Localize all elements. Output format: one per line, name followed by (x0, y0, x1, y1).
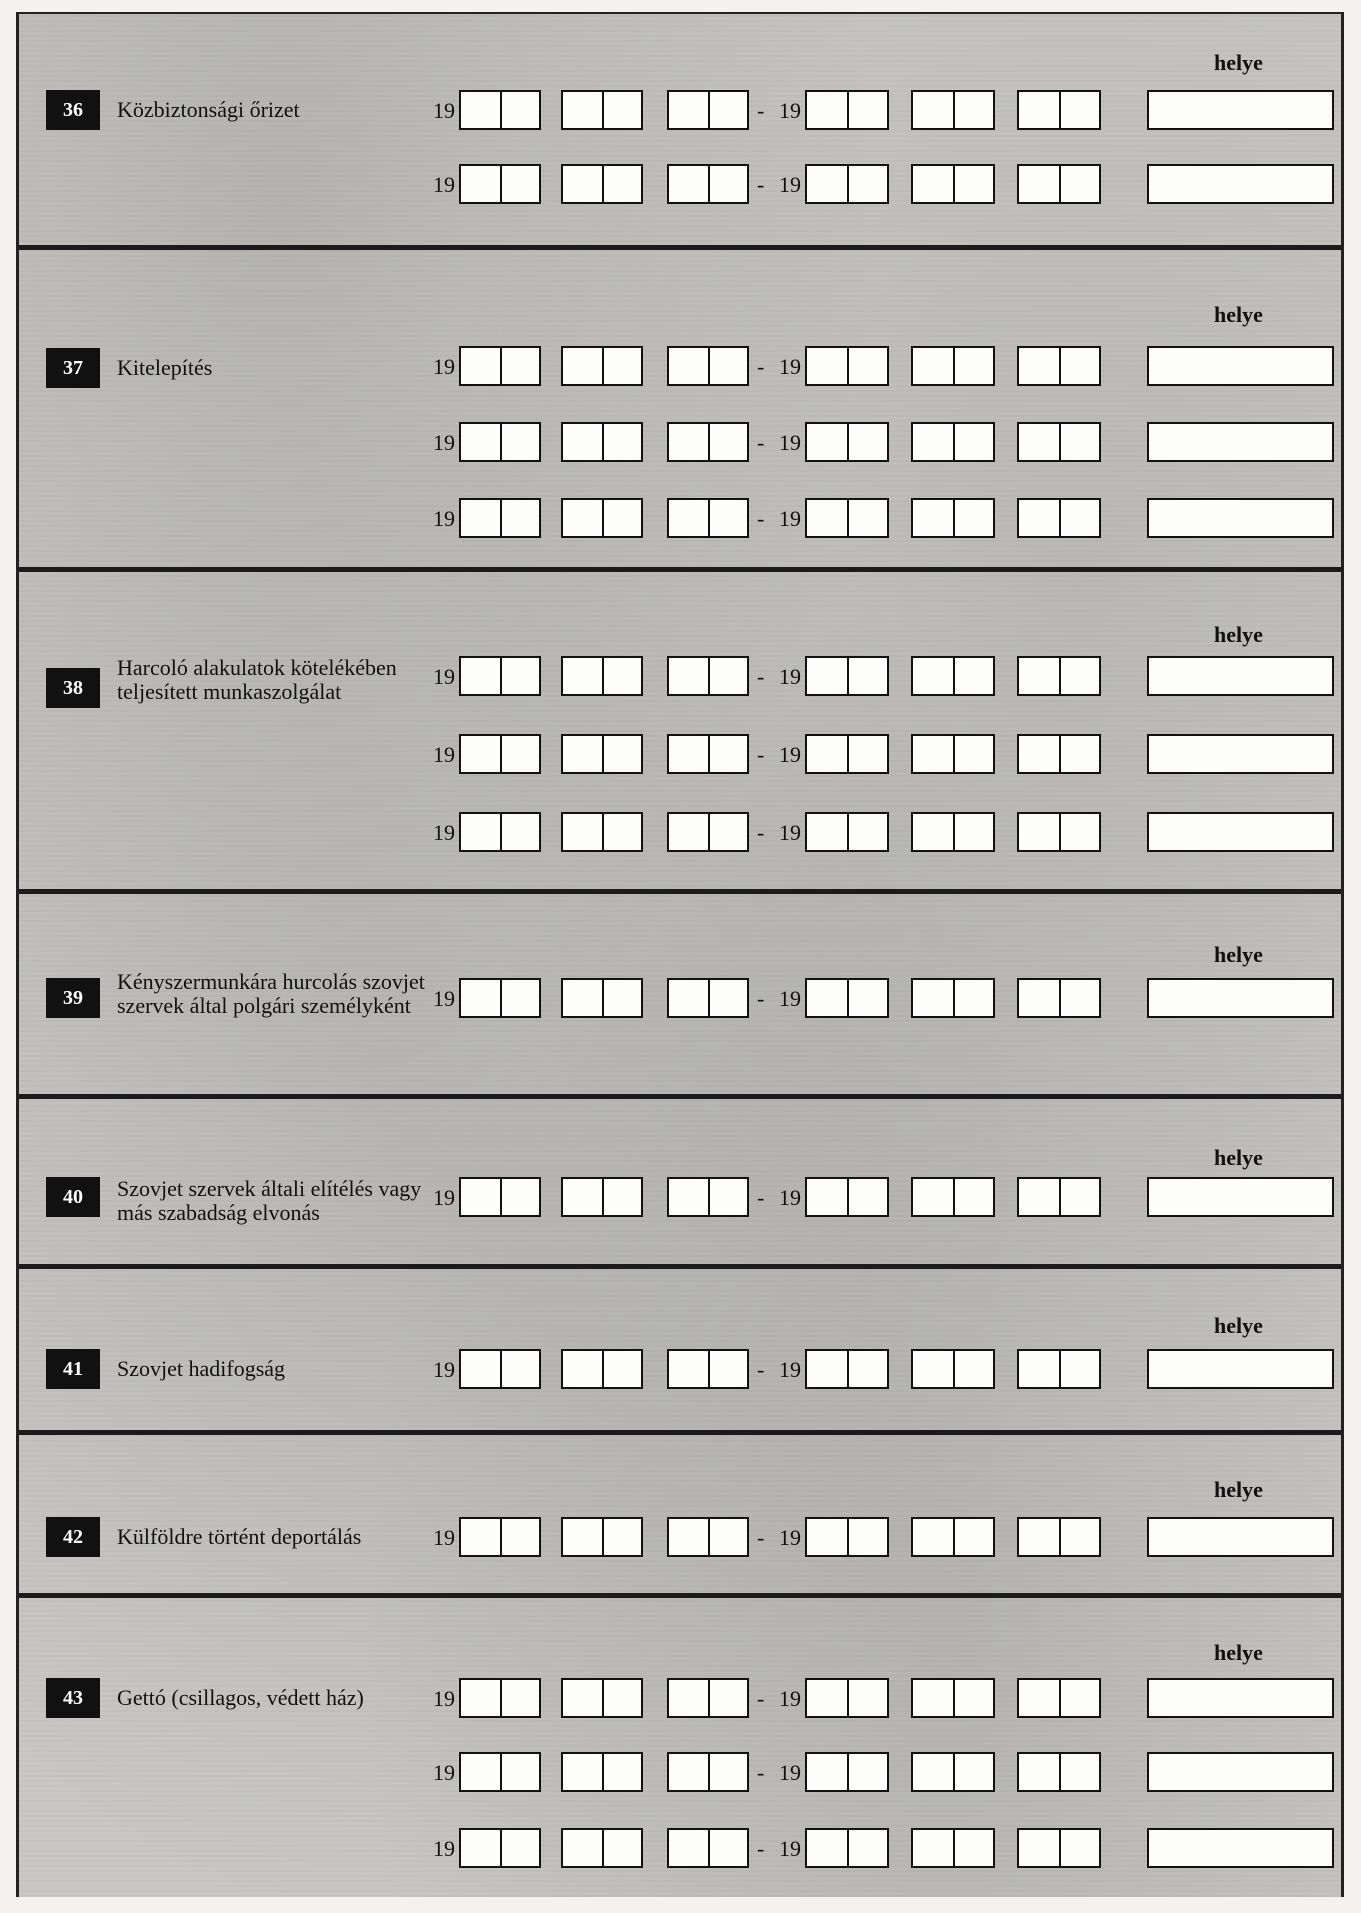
place-input[interactable] (1147, 1828, 1334, 1868)
start-month-digits-box[interactable] (561, 498, 643, 538)
date-range-row (19, 1177, 1341, 1219)
place-label: helye (1214, 1477, 1263, 1502)
start-month-digits-box[interactable] (561, 90, 643, 130)
end-day-digits-box[interactable] (1017, 1177, 1101, 1217)
section-label: Kitelepítés (117, 355, 213, 380)
end-year-prefix: 19 (779, 506, 801, 531)
start-day-digits-box[interactable] (667, 90, 749, 130)
section-label: Szovjet hadifogság (117, 1356, 286, 1381)
start-year-digits-box[interactable] (459, 1828, 541, 1868)
start-month-digits-box[interactable] (561, 1678, 643, 1718)
range-dash: - (757, 1185, 765, 1210)
start-year-digits-box[interactable] (459, 656, 541, 696)
place-label: helye (1214, 622, 1263, 647)
section-number-badge: 40 (46, 1177, 100, 1217)
range-dash: - (757, 98, 765, 123)
date-range-row (19, 1828, 1341, 1870)
range-dash: - (757, 430, 765, 455)
date-range-row (19, 656, 1341, 698)
date-range-row (19, 422, 1341, 464)
start-year-prefix: 19 (433, 430, 455, 455)
start-day-digits-box[interactable] (667, 656, 749, 696)
section-37 (19, 250, 1341, 572)
place-label: helye (1214, 1640, 1263, 1665)
place-input[interactable] (1147, 978, 1334, 1018)
place-input[interactable] (1147, 734, 1334, 774)
place-label: helye (1214, 942, 1263, 967)
start-day-digits-box[interactable] (667, 978, 749, 1018)
start-day-digits-box[interactable] (667, 1678, 749, 1718)
end-day-digits-box[interactable] (1017, 734, 1101, 774)
end-day-digits-box[interactable] (1017, 346, 1101, 386)
end-month-digits-box[interactable] (911, 498, 995, 538)
place-input[interactable] (1147, 498, 1334, 538)
section-38 (19, 572, 1341, 894)
end-day-digits-box[interactable] (1017, 1349, 1101, 1389)
start-day-digits-box[interactable] (667, 1349, 749, 1389)
end-day-digits-box[interactable] (1017, 422, 1101, 462)
end-day-digits-box[interactable] (1017, 812, 1101, 852)
start-day-digits-box[interactable] (667, 1828, 749, 1868)
start-year-prefix: 19 (433, 1836, 455, 1861)
start-month-digits-box[interactable] (561, 1517, 643, 1557)
end-year-digits-box[interactable] (805, 498, 889, 538)
end-year-prefix: 19 (779, 98, 801, 123)
start-month-digits-box[interactable] (561, 1177, 643, 1217)
start-year-digits-box[interactable] (459, 812, 541, 852)
end-year-digits-box[interactable] (805, 1828, 889, 1868)
section-label: Harcoló alakulatok kötelékében teljesített munkaszolgálat (117, 655, 397, 704)
end-year-prefix: 19 (779, 820, 801, 845)
section-42 (19, 1435, 1341, 1598)
end-year-digits-box[interactable] (805, 90, 889, 130)
start-year-digits-box[interactable] (459, 1349, 541, 1389)
date-range-row (19, 90, 1341, 132)
end-day-digits-box[interactable] (1017, 1752, 1101, 1792)
place-input[interactable] (1147, 1752, 1334, 1792)
end-day-digits-box[interactable] (1017, 1678, 1101, 1718)
section-number-badge: 41 (46, 1349, 100, 1389)
section-label: Közbiztonsági őrizet (117, 97, 300, 122)
start-day-digits-box[interactable] (667, 346, 749, 386)
end-month-digits-box[interactable] (911, 656, 995, 696)
start-year-prefix: 19 (433, 506, 455, 531)
start-year-prefix: 19 (433, 986, 455, 1011)
end-month-digits-box[interactable] (911, 346, 995, 386)
place-label: helye (1214, 302, 1263, 327)
range-dash: - (757, 1357, 765, 1382)
end-day-digits-box[interactable] (1017, 978, 1101, 1018)
start-month-digits-box[interactable] (561, 1349, 643, 1389)
end-day-digits-box[interactable] (1017, 1517, 1101, 1557)
date-range-row (19, 498, 1341, 540)
section-number-badge: 36 (46, 90, 100, 130)
date-range-row (19, 734, 1341, 776)
section-label: Szovjet szervek általi elítélés vagy más szabadság elvonás (117, 1176, 422, 1225)
end-month-digits-box[interactable] (911, 1517, 995, 1557)
end-year-digits-box[interactable] (805, 1517, 889, 1557)
start-year-digits-box[interactable] (459, 1517, 541, 1557)
start-year-digits-box[interactable] (459, 978, 541, 1018)
start-year-prefix: 19 (433, 1686, 455, 1711)
end-year-digits-box[interactable] (805, 656, 889, 696)
place-input[interactable] (1147, 812, 1334, 852)
end-year-prefix: 19 (779, 986, 801, 1011)
start-year-digits-box[interactable] (459, 1678, 541, 1718)
start-year-digits-box[interactable] (459, 1752, 541, 1792)
section-number-badge: 38 (46, 668, 100, 708)
start-day-digits-box[interactable] (667, 734, 749, 774)
date-range-row (19, 978, 1341, 1020)
end-year-prefix: 19 (779, 430, 801, 455)
end-year-prefix: 19 (779, 1686, 801, 1711)
section-number-badge: 37 (46, 348, 100, 388)
range-dash: - (757, 1686, 765, 1711)
end-month-digits-box[interactable] (911, 1828, 995, 1868)
range-dash: - (757, 664, 765, 689)
start-year-prefix: 19 (433, 172, 455, 197)
range-dash: - (757, 506, 765, 531)
start-year-prefix: 19 (433, 664, 455, 689)
end-month-digits-box[interactable] (911, 90, 995, 130)
end-year-digits-box[interactable] (805, 1752, 889, 1792)
end-month-digits-box[interactable] (911, 734, 995, 774)
end-year-digits-box[interactable] (805, 978, 889, 1018)
end-year-digits-box[interactable] (805, 1678, 889, 1718)
start-year-digits-box[interactable] (459, 90, 541, 130)
start-month-digits-box[interactable] (561, 656, 643, 696)
place-input[interactable] (1147, 1349, 1334, 1389)
end-day-digits-box[interactable] (1017, 1828, 1101, 1868)
date-range-row (19, 164, 1341, 206)
place-input[interactable] (1147, 90, 1334, 130)
start-year-digits-box[interactable] (459, 1177, 541, 1217)
place-input[interactable] (1147, 1517, 1334, 1557)
date-range-row (19, 346, 1341, 388)
start-month-digits-box[interactable] (561, 1752, 643, 1792)
range-dash: - (757, 742, 765, 767)
place-input[interactable] (1147, 1678, 1334, 1718)
start-year-prefix: 19 (433, 1760, 455, 1785)
start-year-prefix: 19 (433, 1525, 455, 1550)
end-day-digits-box[interactable] (1017, 498, 1101, 538)
end-month-digits-box[interactable] (911, 1752, 995, 1792)
section-number-badge: 43 (46, 1678, 100, 1718)
section-41 (19, 1269, 1341, 1435)
range-dash: - (757, 354, 765, 379)
end-month-digits-box[interactable] (911, 1177, 995, 1217)
place-label: helye (1214, 50, 1263, 75)
end-day-digits-box[interactable] (1017, 656, 1101, 696)
start-year-prefix: 19 (433, 820, 455, 845)
range-dash: - (757, 820, 765, 845)
start-day-digits-box[interactable] (667, 1752, 749, 1792)
end-year-prefix: 19 (779, 172, 801, 197)
section-number-badge: 39 (46, 978, 100, 1018)
start-day-digits-box[interactable] (667, 422, 749, 462)
start-year-prefix: 19 (433, 98, 455, 123)
start-year-prefix: 19 (433, 1357, 455, 1382)
end-month-digits-box[interactable] (911, 1678, 995, 1718)
date-range-row (19, 1517, 1341, 1559)
end-year-prefix: 19 (779, 354, 801, 379)
end-year-digits-box[interactable] (805, 422, 889, 462)
form-sheet (16, 12, 1344, 1897)
end-year-digits-box[interactable] (805, 346, 889, 386)
end-month-digits-box[interactable] (911, 1349, 995, 1389)
end-month-digits-box[interactable] (911, 422, 995, 462)
place-input[interactable] (1147, 656, 1334, 696)
section-43 (19, 1598, 1341, 1897)
start-year-digits-box[interactable] (459, 498, 541, 538)
end-year-prefix: 19 (779, 1357, 801, 1382)
start-day-digits-box[interactable] (667, 812, 749, 852)
date-range-row (19, 1678, 1341, 1720)
section-label: Gettó (csillagos, védett ház) (117, 1685, 364, 1710)
start-month-digits-box[interactable] (561, 812, 643, 852)
end-year-digits-box[interactable] (805, 734, 889, 774)
section-36 (19, 14, 1341, 250)
place-label: helye (1214, 1313, 1263, 1338)
place-input[interactable] (1147, 422, 1334, 462)
place-label: helye (1214, 1145, 1263, 1170)
start-year-prefix: 19 (433, 1185, 455, 1210)
range-dash: - (757, 1525, 765, 1550)
place-input[interactable] (1147, 346, 1334, 386)
end-day-digits-box[interactable] (1017, 164, 1101, 204)
end-year-digits-box[interactable] (805, 1349, 889, 1389)
end-year-digits-box[interactable] (805, 1177, 889, 1217)
end-year-digits-box[interactable] (805, 164, 889, 204)
start-month-digits-box[interactable] (561, 422, 643, 462)
end-year-prefix: 19 (779, 1836, 801, 1861)
start-month-digits-box[interactable] (561, 164, 643, 204)
start-month-digits-box[interactable] (561, 978, 643, 1018)
section-label: Külföldre történt deportálás (117, 1524, 362, 1549)
end-year-prefix: 19 (779, 742, 801, 767)
start-month-digits-box[interactable] (561, 734, 643, 774)
range-dash: - (757, 986, 765, 1011)
end-year-digits-box[interactable] (805, 812, 889, 852)
end-year-prefix: 19 (779, 1185, 801, 1210)
end-year-prefix: 19 (779, 664, 801, 689)
section-label: Kényszermunkára hurcolás szovjet szervek által polgári személyként (117, 969, 425, 1018)
place-input[interactable] (1147, 164, 1334, 204)
place-input[interactable] (1147, 1177, 1334, 1217)
date-range-row (19, 1752, 1341, 1794)
section-40 (19, 1099, 1341, 1269)
start-year-digits-box[interactable] (459, 164, 541, 204)
start-day-digits-box[interactable] (667, 498, 749, 538)
end-year-prefix: 19 (779, 1760, 801, 1785)
range-dash: - (757, 1760, 765, 1785)
start-day-digits-box[interactable] (667, 1517, 749, 1557)
date-range-row (19, 812, 1341, 854)
start-year-prefix: 19 (433, 354, 455, 379)
end-month-digits-box[interactable] (911, 164, 995, 204)
end-year-prefix: 19 (779, 1525, 801, 1550)
start-month-digits-box[interactable] (561, 1828, 643, 1868)
start-year-digits-box[interactable] (459, 422, 541, 462)
start-year-prefix: 19 (433, 742, 455, 767)
range-dash: - (757, 1836, 765, 1861)
end-day-digits-box[interactable] (1017, 90, 1101, 130)
end-month-digits-box[interactable] (911, 978, 995, 1018)
date-range-row (19, 1349, 1341, 1391)
end-month-digits-box[interactable] (911, 812, 995, 852)
start-day-digits-box[interactable] (667, 1177, 749, 1217)
start-year-digits-box[interactable] (459, 346, 541, 386)
start-year-digits-box[interactable] (459, 734, 541, 774)
start-month-digits-box[interactable] (561, 346, 643, 386)
section-number-badge: 42 (46, 1517, 100, 1557)
section-39 (19, 894, 1341, 1099)
range-dash: - (757, 172, 765, 197)
start-day-digits-box[interactable] (667, 164, 749, 204)
